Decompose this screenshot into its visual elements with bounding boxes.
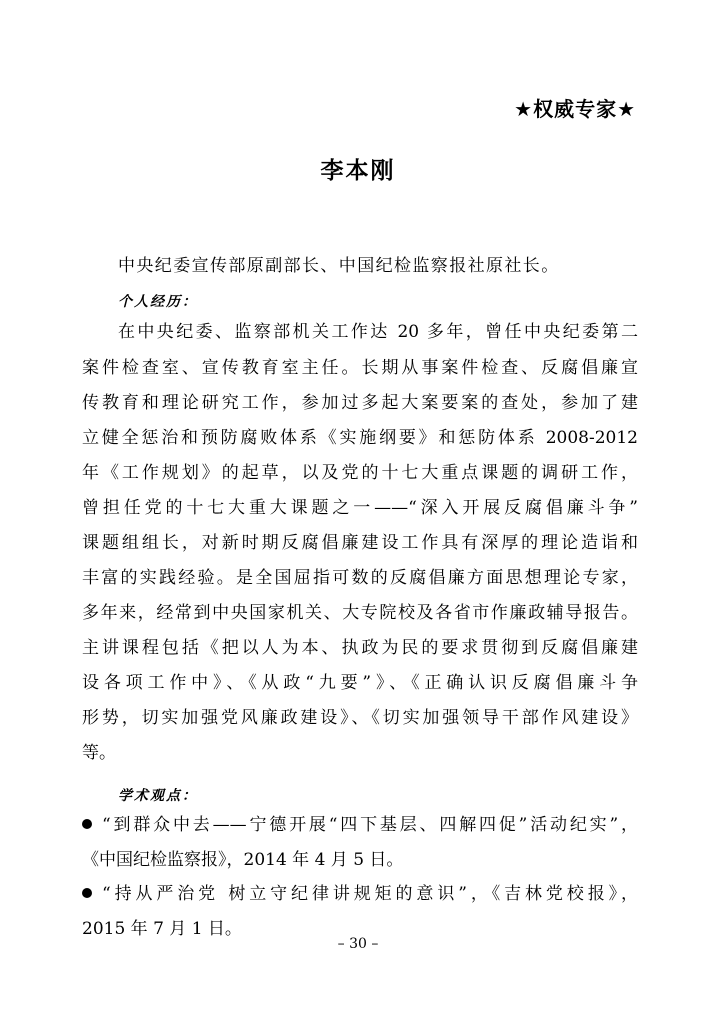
experience-line: 在中央纪委、监察部机关工作达 20 多年，曾任中央纪委第二 — [118, 322, 638, 342]
academic-item — [82, 808, 638, 842]
experience-line: 等。 — [82, 743, 116, 763]
academic-heading: 学术观点： — [118, 788, 198, 804]
expert-badge: ★权威专家★ — [514, 97, 636, 121]
experience-line: 课题组组长，对新时期反腐倡廉建设工作具有深厚的理论造诣和 — [82, 533, 638, 553]
page-number: – 30 – — [337, 936, 379, 952]
experience-heading: 个人经历： — [118, 294, 198, 310]
intro-text: 中央纪委宣传部原副部长、中国纪检监察报社原社长。 — [118, 256, 560, 276]
bullet-icon — [82, 819, 92, 829]
experience-line: 形势，切实加强党风廉政建设》、《切实加强领导干部作风建设》 — [82, 708, 638, 728]
expert-name: 李本刚 — [320, 158, 396, 184]
academic-item-source: 《中国纪检监察报》，2014 年 4 月 5 日。 — [82, 850, 404, 870]
experience-line: 多年来，经常到中央国家机关、大专院校及各省市作廉政辅导报告。 — [82, 603, 638, 623]
academic-item-title: “持从严治党 树立守纪律讲规矩的意识”，《吉林党校报》， — [102, 884, 638, 904]
academic-item-source: 2015 年 7 月 1 日。 — [82, 919, 242, 939]
academic-item-title: “到群众中去——宁德开展“四下基层、四解四促”活动纪实”， — [102, 815, 638, 835]
experience-line: 曾担任党的十七大重大课题之一——“深入开展反腐倡廉斗争” — [82, 498, 638, 518]
bullet-icon — [82, 888, 92, 898]
experience-line: 年《工作规划》的起草，以及党的十七大重点课题的调研工作， — [82, 463, 638, 483]
experience-line: 设各项工作中》、《从政“九要”》、《正确认识反腐倡廉斗争 — [82, 673, 638, 693]
academic-item — [82, 877, 638, 911]
experience-line: 立健全惩治和预防腐败体系《实施纲要》和惩防体系 2008-2012 — [82, 428, 638, 448]
experience-line: 丰富的实践经验。是全国屈指可数的反腐倡廉方面思想理论专家， — [82, 568, 638, 588]
experience-line: 主讲课程包括《把以人为本、执政为民的要求贯彻到反腐倡廉建 — [82, 638, 638, 658]
experience-line: 传教育和理论研究工作，参加过多起大案要案的查处，参加了建 — [82, 393, 638, 413]
experience-line: 案件检查室、宣传教育室主任。长期从事案件检查、反腐倡廉宣 — [82, 358, 638, 378]
